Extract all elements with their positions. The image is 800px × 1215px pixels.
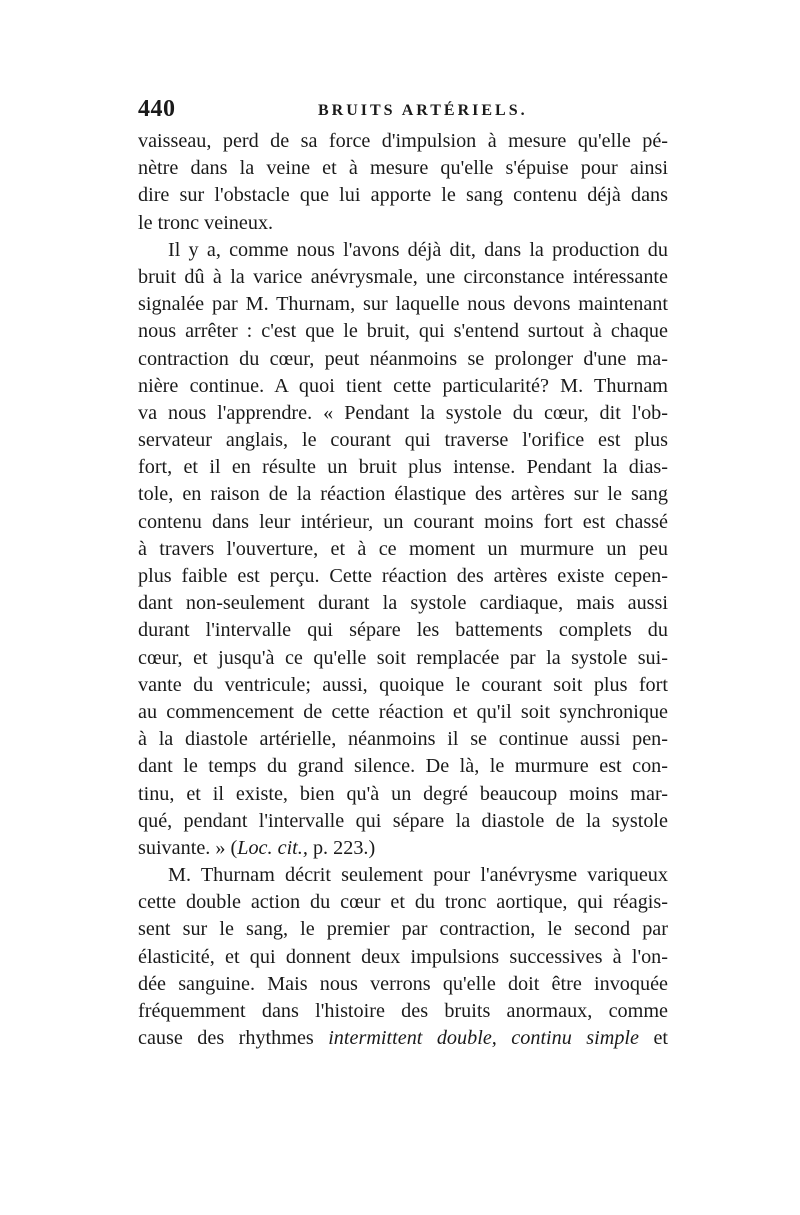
text-span: cause des rhythmes <box>138 1027 329 1050</box>
text-line: cœur, et jusqu'à ce qu'elle soit remplacée par la systole sui- <box>138 646 668 669</box>
italic-term: intermittent double, <box>328 1027 497 1050</box>
text-line: à la diastole artérielle, néanmoins il se continue aussi pen- <box>138 728 668 751</box>
text-line: servateur anglais, le courant qui traverse l'orifice est plus <box>138 429 668 452</box>
text-line: fort, et il en résulte un bruit plus intense. Pendant la dias- <box>138 456 668 479</box>
text-line: signalée par M. Thurnam, sur laquelle nous devons maintenant <box>138 293 668 316</box>
text-line: le tronc veineux. <box>138 211 274 234</box>
text-line: tole, en raison de la réaction élastique des artères sur le sang <box>138 483 668 506</box>
text-line: tinu, et il existe, bien qu'à un degré beaucoup moins mar- <box>138 782 668 805</box>
text-span <box>497 1027 511 1049</box>
page-header <box>138 96 668 126</box>
text-line: dire sur l'obstacle que lui apporte le sang contenu déjà dans <box>138 184 668 207</box>
text-line: contraction du cœur, peut néanmoins se prolonger d'une ma- <box>138 347 668 370</box>
text-span: p. 223.) <box>307 836 376 859</box>
text-line: dée sanguine. Mais nous verrons qu'elle doit être invoquée <box>138 972 668 995</box>
text-span: et <box>639 1027 668 1050</box>
text-line: dant non-seulement durant la systole cardiaque, mais aussi <box>138 592 668 615</box>
text-line: au commencement de cette réaction et qu'il soit synchronique <box>138 700 668 723</box>
text-line: qué, pendant l'intervalle qui sépare la diastole de la systole <box>138 809 668 832</box>
text-line: élasticité, et qui donnent deux impulsions successives à l'on- <box>138 945 668 968</box>
text-line: dant le temps du grand silence. De là, le murmure est con- <box>138 755 668 778</box>
text-line: plus faible est perçu. Cette réaction des artères existe cepen- <box>138 565 668 587</box>
page-number: 440 <box>138 96 176 122</box>
text-span: suivante. » ( <box>138 836 238 859</box>
text-line: va nous l'apprendre. « Pendant la systole du cœur, dit l'ob- <box>138 401 668 424</box>
citation-italic: Loc. cit., <box>237 836 308 859</box>
text-line <box>138 1025 668 1052</box>
text-line: à travers l'ouverture, et à ce moment un murmure un peu <box>138 537 668 560</box>
italic-term: continu simple <box>511 1027 639 1050</box>
text-line: bruit dû à la varice anévrysmale, une circonstance intéressante <box>138 265 668 288</box>
text-line: fréquemment dans l'histoire des bruits anormaux, comme <box>138 1000 668 1022</box>
body-text <box>138 128 668 1052</box>
text-line: vante du ventricule; aussi, quoique le courant soit plus fort <box>138 673 668 696</box>
text-line: nière continue. A quoi tient cette particularité? M. Thurnam <box>138 374 668 397</box>
text-line: Il y a, comme nous l'avons déjà dit, dans la production du <box>168 238 668 261</box>
text-line: nètre dans la veine et à mesure qu'elle s'épuise pour ainsi <box>138 157 668 180</box>
text-line: nous arrêter : c'est que le bruit, qui s'entend surtout à chaque <box>138 320 668 343</box>
running-title: BRUITS ARTÉRIELS. <box>318 102 528 119</box>
text-line: contenu dans leur intérieur, un courant moins fort est chassé <box>138 510 668 533</box>
text-line: sent sur le sang, le premier par contraction, le second par <box>138 918 668 941</box>
text-line: M. Thurnam décrit seulement pour l'anévrysme variqueux <box>168 864 668 887</box>
text-line: cette double action du cœur et du tronc aortique, qui réagis- <box>138 891 668 914</box>
text-line: vaisseau, perd de sa force d'impulsion à mesure qu'elle pé- <box>138 130 668 152</box>
text-line: durant l'intervalle qui sépare les battements complets du <box>138 619 668 642</box>
text-line <box>138 835 668 862</box>
